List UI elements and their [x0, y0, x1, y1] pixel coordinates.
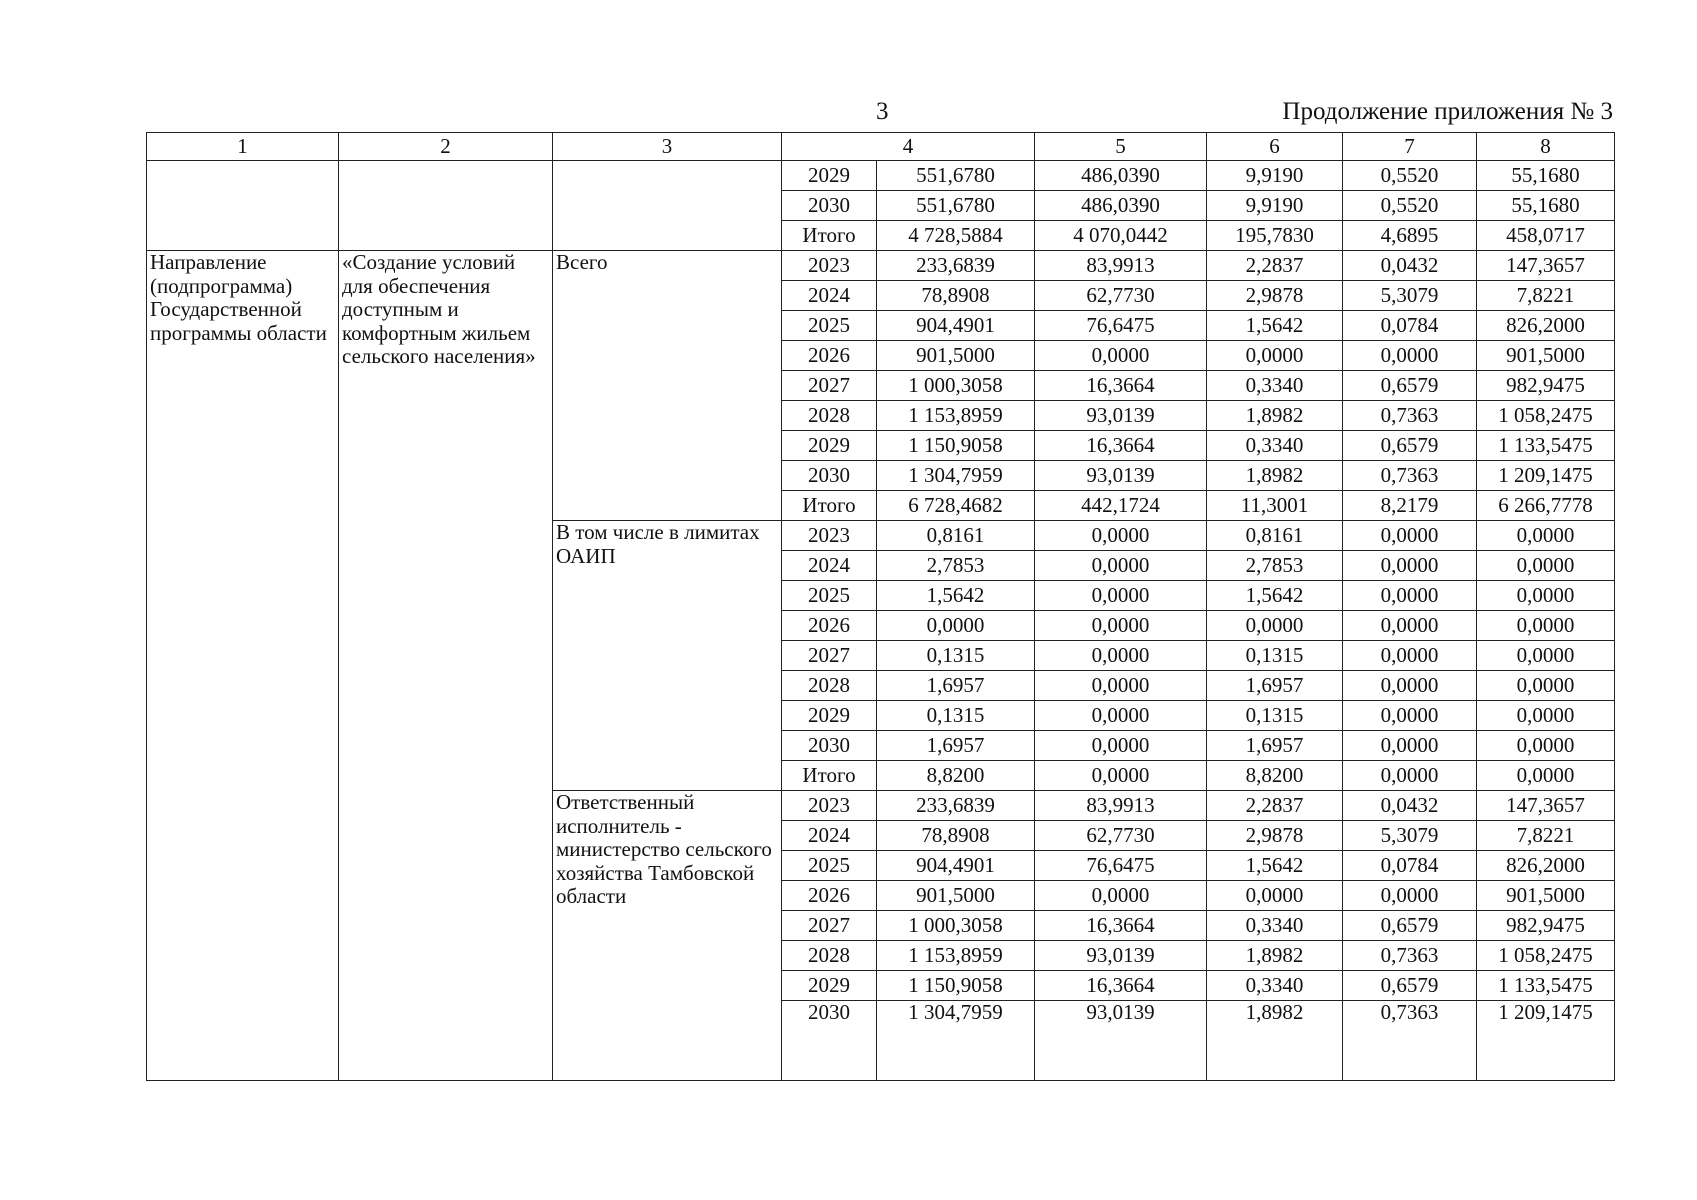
value-cell: 1 304,7959 — [877, 1001, 1035, 1081]
value-cell: 0,0000 — [1477, 551, 1615, 581]
year-cell: 2028 — [782, 941, 877, 971]
value-cell: 0,0000 — [1035, 701, 1207, 731]
value-cell: 0,0000 — [1035, 761, 1207, 791]
value-cell: 8,8200 — [1207, 761, 1343, 791]
column-header: 7 — [1343, 133, 1477, 161]
value-cell: 486,0390 — [1035, 161, 1207, 191]
value-cell: 1,5642 — [877, 581, 1035, 611]
value-cell: 7,8221 — [1477, 821, 1615, 851]
value-cell: 0,7363 — [1343, 401, 1477, 431]
year-cell: 2030 — [782, 461, 877, 491]
page-number: 3 — [876, 98, 889, 125]
year-cell: 2030 — [782, 191, 877, 221]
value-cell: 1,6957 — [877, 731, 1035, 761]
value-cell: 901,5000 — [877, 881, 1035, 911]
value-cell: 0,7363 — [1343, 1001, 1477, 1081]
value-cell: 7,8221 — [1477, 281, 1615, 311]
year-cell: 2026 — [782, 341, 877, 371]
value-cell: 93,0139 — [1035, 1001, 1207, 1081]
year-cell: 2024 — [782, 821, 877, 851]
value-cell: 0,0000 — [1343, 551, 1477, 581]
value-cell: 0,5520 — [1343, 191, 1477, 221]
value-cell: 2,7853 — [877, 551, 1035, 581]
value-cell: 0,0000 — [1477, 671, 1615, 701]
value-cell: 0,0000 — [1035, 521, 1207, 551]
funding-group-label: Ответственный исполнитель - министерство сельского хозяйства Тамбовской области — [553, 791, 782, 1081]
value-cell: 1,6957 — [1207, 671, 1343, 701]
value-cell: 16,3664 — [1035, 371, 1207, 401]
value-cell: 1 000,3058 — [877, 911, 1035, 941]
value-cell: 0,0000 — [1343, 671, 1477, 701]
value-cell: 2,2837 — [1207, 791, 1343, 821]
value-cell: 1 133,5475 — [1477, 431, 1615, 461]
value-cell: 4 728,5884 — [877, 221, 1035, 251]
value-cell: 62,7730 — [1035, 821, 1207, 851]
value-cell: 4 070,0442 — [1035, 221, 1207, 251]
value-cell: 1,8982 — [1207, 941, 1343, 971]
year-cell: 2029 — [782, 701, 877, 731]
column-header: 3 — [553, 133, 782, 161]
value-cell: 551,6780 — [877, 161, 1035, 191]
year-cell: 2023 — [782, 251, 877, 281]
value-cell: 1 133,5475 — [1477, 971, 1615, 1001]
value-cell: 76,6475 — [1035, 311, 1207, 341]
value-cell: 1,8982 — [1207, 461, 1343, 491]
value-cell: 1 153,8959 — [877, 401, 1035, 431]
value-cell: 901,5000 — [877, 341, 1035, 371]
value-cell: 93,0139 — [1035, 941, 1207, 971]
value-cell: 233,6839 — [877, 791, 1035, 821]
value-cell: 0,6579 — [1343, 431, 1477, 461]
value-cell: 1,5642 — [1207, 581, 1343, 611]
value-cell: 233,6839 — [877, 251, 1035, 281]
value-cell: 0,0432 — [1343, 251, 1477, 281]
value-cell: 0,0000 — [1207, 881, 1343, 911]
value-cell: 11,3001 — [1207, 491, 1343, 521]
year-cell: 2023 — [782, 521, 877, 551]
value-cell: 83,9913 — [1035, 791, 1207, 821]
value-cell: 0,0000 — [1035, 341, 1207, 371]
funding-group-label: Всего — [553, 251, 782, 521]
value-cell: 0,0000 — [1343, 341, 1477, 371]
value-cell: 0,0000 — [1035, 551, 1207, 581]
value-cell: 0,0000 — [1343, 731, 1477, 761]
value-cell: 8,2179 — [1343, 491, 1477, 521]
value-cell: 4,6895 — [1343, 221, 1477, 251]
value-cell: 0,0000 — [1343, 581, 1477, 611]
value-cell: 2,7853 — [1207, 551, 1343, 581]
year-cell: 2030 — [782, 731, 877, 761]
value-cell: 1,5642 — [1207, 851, 1343, 881]
column-header: 5 — [1035, 133, 1207, 161]
value-cell: 0,3340 — [1207, 911, 1343, 941]
value-cell: 0,0000 — [1477, 521, 1615, 551]
value-cell: 0,0000 — [1035, 611, 1207, 641]
value-cell: 904,4901 — [877, 311, 1035, 341]
value-cell: 0,3340 — [1207, 371, 1343, 401]
year-cell: 2024 — [782, 551, 877, 581]
value-cell: 0,8161 — [1207, 521, 1343, 551]
budget-table — [146, 132, 1615, 1081]
value-cell: 0,0000 — [1477, 701, 1615, 731]
value-cell: 78,8908 — [877, 281, 1035, 311]
value-cell: 0,0000 — [1477, 761, 1615, 791]
value-cell: 0,0000 — [1477, 641, 1615, 671]
value-cell: 551,6780 — [877, 191, 1035, 221]
value-cell: 0,1315 — [1207, 701, 1343, 731]
column-header: 4 — [782, 133, 1035, 161]
value-cell: 904,4901 — [877, 851, 1035, 881]
year-cell: 2025 — [782, 851, 877, 881]
value-cell: 458,0717 — [1477, 221, 1615, 251]
value-cell: 0,6579 — [1343, 911, 1477, 941]
value-cell: 0,0000 — [1477, 581, 1615, 611]
value-cell: 0,5520 — [1343, 161, 1477, 191]
table-row — [147, 251, 1615, 281]
year-cell: 2027 — [782, 371, 877, 401]
value-cell: 195,7830 — [1207, 221, 1343, 251]
value-cell: 8,8200 — [877, 761, 1035, 791]
value-cell: 0,7363 — [1343, 941, 1477, 971]
value-cell: 0,0000 — [1035, 731, 1207, 761]
value-cell: 9,9190 — [1207, 191, 1343, 221]
year-cell: Итого — [782, 761, 877, 791]
value-cell: 0,0000 — [1477, 611, 1615, 641]
value-cell: 0,6579 — [1343, 971, 1477, 1001]
value-cell: 2,2837 — [1207, 251, 1343, 281]
value-cell: 0,0000 — [1343, 761, 1477, 791]
year-cell: 2025 — [782, 311, 877, 341]
value-cell: 1 150,9058 — [877, 431, 1035, 461]
value-cell: 55,1680 — [1477, 161, 1615, 191]
value-cell: 0,0000 — [1035, 671, 1207, 701]
empty-cell-col1 — [147, 161, 339, 251]
value-cell: 55,1680 — [1477, 191, 1615, 221]
value-cell: 0,8161 — [877, 521, 1035, 551]
value-cell: 1,6957 — [1207, 731, 1343, 761]
value-cell: 1,8982 — [1207, 401, 1343, 431]
direction-label: Направление (подпрограмма) Государственной программы области — [147, 251, 339, 1081]
value-cell: 1 153,8959 — [877, 941, 1035, 971]
value-cell: 0,0432 — [1343, 791, 1477, 821]
year-cell: 2024 — [782, 281, 877, 311]
column-number-row — [147, 133, 1615, 161]
column-header: 2 — [339, 133, 553, 161]
year-cell: 2027 — [782, 641, 877, 671]
value-cell: 442,1724 — [1035, 491, 1207, 521]
empty-cell-col2 — [339, 161, 553, 251]
value-cell: 901,5000 — [1477, 341, 1615, 371]
value-cell: 6 266,7778 — [1477, 491, 1615, 521]
value-cell: 0,3340 — [1207, 971, 1343, 1001]
column-header: 6 — [1207, 133, 1343, 161]
value-cell: 6 728,4682 — [877, 491, 1035, 521]
value-cell: 62,7730 — [1035, 281, 1207, 311]
value-cell: 0,0000 — [1343, 611, 1477, 641]
column-header: 8 — [1477, 133, 1615, 161]
appendix-continuation-title: Продолжение приложения № 3 — [1282, 98, 1613, 125]
value-cell: 0,0000 — [1343, 701, 1477, 731]
value-cell: 93,0139 — [1035, 461, 1207, 491]
year-cell: 2028 — [782, 671, 877, 701]
value-cell: 826,2000 — [1477, 311, 1615, 341]
value-cell: 0,1315 — [877, 701, 1035, 731]
year-cell: 2029 — [782, 431, 877, 461]
value-cell: 0,1315 — [877, 641, 1035, 671]
value-cell: 0,0784 — [1343, 311, 1477, 341]
value-cell: 0,0000 — [1035, 641, 1207, 671]
year-cell: 2025 — [782, 581, 877, 611]
value-cell: 1 304,7959 — [877, 461, 1035, 491]
table-row — [147, 161, 1615, 191]
empty-cell-col3 — [553, 161, 782, 251]
table-body — [147, 161, 1615, 1081]
year-cell: 2026 — [782, 881, 877, 911]
value-cell: 0,0000 — [1035, 581, 1207, 611]
value-cell: 147,3657 — [1477, 251, 1615, 281]
value-cell: 0,0000 — [1343, 641, 1477, 671]
value-cell: 2,9878 — [1207, 281, 1343, 311]
value-cell: 16,3664 — [1035, 431, 1207, 461]
value-cell: 0,0784 — [1343, 851, 1477, 881]
value-cell: 5,3079 — [1343, 821, 1477, 851]
year-cell: 2029 — [782, 971, 877, 1001]
value-cell: 1 209,1475 — [1477, 1001, 1615, 1081]
year-cell: 2028 — [782, 401, 877, 431]
column-header: 1 — [147, 133, 339, 161]
subprogram-name: «Создание условий для обеспечения доступным и комфортным жильем сельского населения» — [339, 251, 553, 1081]
value-cell: 0,7363 — [1343, 461, 1477, 491]
year-cell: Итого — [782, 491, 877, 521]
value-cell: 1 000,3058 — [877, 371, 1035, 401]
value-cell: 1,5642 — [1207, 311, 1343, 341]
year-cell: 2030 — [782, 1001, 877, 1081]
value-cell: 0,0000 — [1343, 881, 1477, 911]
value-cell: 0,0000 — [1035, 881, 1207, 911]
value-cell: 0,6579 — [1343, 371, 1477, 401]
value-cell: 1 058,2475 — [1477, 941, 1615, 971]
value-cell: 93,0139 — [1035, 401, 1207, 431]
value-cell: 826,2000 — [1477, 851, 1615, 881]
year-cell: Итого — [782, 221, 877, 251]
value-cell: 0,0000 — [877, 611, 1035, 641]
value-cell: 486,0390 — [1035, 191, 1207, 221]
value-cell: 0,0000 — [1207, 611, 1343, 641]
value-cell: 16,3664 — [1035, 911, 1207, 941]
value-cell: 0,0000 — [1207, 341, 1343, 371]
value-cell: 1 209,1475 — [1477, 461, 1615, 491]
value-cell: 76,6475 — [1035, 851, 1207, 881]
value-cell: 78,8908 — [877, 821, 1035, 851]
value-cell: 0,0000 — [1343, 521, 1477, 551]
value-cell: 16,3664 — [1035, 971, 1207, 1001]
value-cell: 5,3079 — [1343, 281, 1477, 311]
value-cell: 901,5000 — [1477, 881, 1615, 911]
value-cell: 1,8982 — [1207, 1001, 1343, 1081]
value-cell: 147,3657 — [1477, 791, 1615, 821]
year-cell: 2026 — [782, 611, 877, 641]
year-cell: 2029 — [782, 161, 877, 191]
value-cell: 1 150,9058 — [877, 971, 1035, 1001]
value-cell: 0,1315 — [1207, 641, 1343, 671]
value-cell: 2,9878 — [1207, 821, 1343, 851]
value-cell: 83,9913 — [1035, 251, 1207, 281]
value-cell: 982,9475 — [1477, 911, 1615, 941]
value-cell: 1 058,2475 — [1477, 401, 1615, 431]
year-cell: 2027 — [782, 911, 877, 941]
year-cell: 2023 — [782, 791, 877, 821]
value-cell: 0,0000 — [1477, 731, 1615, 761]
value-cell: 9,9190 — [1207, 161, 1343, 191]
value-cell: 1,6957 — [877, 671, 1035, 701]
value-cell: 0,3340 — [1207, 431, 1343, 461]
funding-group-label: В том числе в лимитах ОАИП — [553, 521, 782, 791]
value-cell: 982,9475 — [1477, 371, 1615, 401]
